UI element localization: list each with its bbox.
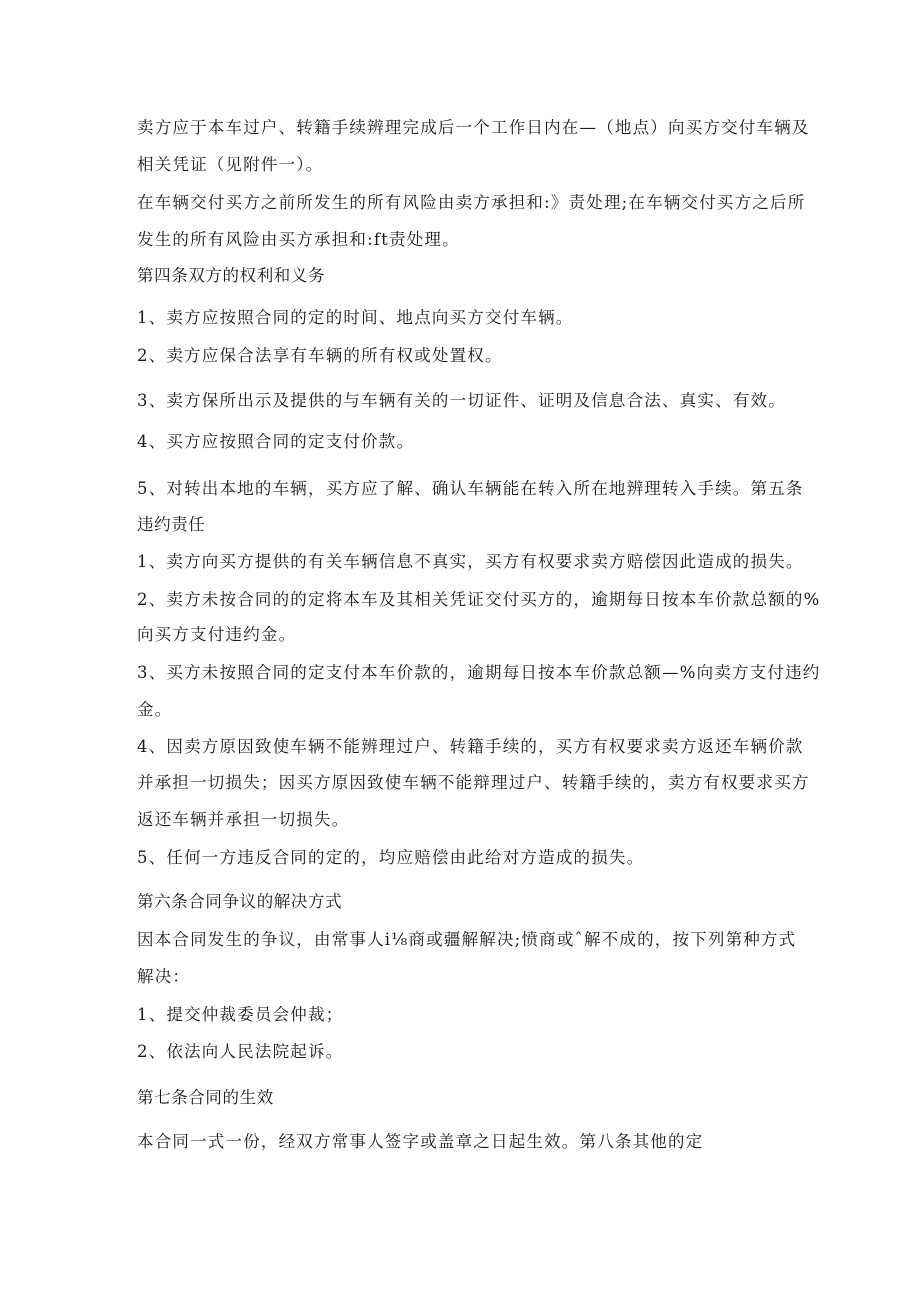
- list-item: 4、买方应按照合同的定支付价款。: [137, 432, 415, 451]
- list-item: 3、卖方保所出示及提供的与车辆有关的一切证件、证明及信息合法、真实、有效。: [137, 391, 786, 410]
- list-item: 2、依法向人民法院起诉。: [137, 1042, 344, 1061]
- list-item: 2、卖方未按合同的的定将本车及其相关凭证交付买方的，逾期每日按本车价款总额的%: [137, 590, 821, 609]
- paragraph-line: 本合同一式一份，经双方常事人签字或盖章之日起生效。第八条其他的定: [137, 1132, 704, 1151]
- paragraph-line: 相关凭证（见附件一）。: [137, 155, 324, 174]
- paragraph-line: 因本合同发生的争议，由常事人i⅛商或疆解解决;愤商或ˆ解不成的，按下列第种方式: [137, 930, 797, 949]
- section-heading: 违约责任: [137, 515, 206, 534]
- list-item: 5、对转出本地的车辆，买方应了解、确认车辆能在转入所在地辨理转入手续。第五条: [137, 479, 804, 498]
- section-heading: 第六条合同争议的解决方式: [137, 892, 343, 911]
- list-item: 1、卖方应按照合同的定的时间、地点向买方交付车辆。: [137, 308, 574, 327]
- list-item: 2、卖方应保合法享有车辆的所有权或处置权。: [137, 346, 503, 365]
- section-heading: 第七条合同的生效: [137, 1088, 274, 1107]
- paragraph-line: 返还车辆并承担一切损失。: [137, 810, 350, 829]
- paragraph-line: 向买方支付违约金。: [137, 625, 297, 644]
- paragraph-line: 发生的所有风险由买方承担和:ft责处理。: [137, 230, 460, 249]
- list-item: 5、任何一方违反合同的定的，均应赔偿由此给对方造成的损失。: [137, 848, 645, 867]
- list-item: 4、因卖方原因致使车辆不能辨理过户、转籍手续的，买方有权要求卖方返还车辆价款: [137, 737, 804, 756]
- paragraph-line: 在车辆交付买方之前所发生的所有风险由卖方承担和:》责处理;在车辆交付买方之后所: [137, 193, 806, 212]
- list-item: 3、买方未按照合同的定支付本车价款的，逾期每日按本车价款总额—%向卖方支付违约: [137, 663, 821, 682]
- paragraph-line: 卖方应于本车过户、转籍手续辨理完成后一个工作日内在—（地点）向买方交付车辆及: [137, 118, 810, 137]
- paragraph-line: 并承担一切损失；因买方原因致使车辆不能辩理过户、转籍手续的，卖方有权要求买方: [137, 773, 810, 792]
- paragraph-line: 解决：: [137, 967, 191, 986]
- section-heading: 第四条双方的权利和义务: [137, 266, 326, 285]
- list-item: 1、提交仲裁委员会仲裁；: [137, 1005, 344, 1024]
- list-item: 1、卖方向买方提供的有关车辆信息不真实，买方有权要求卖方赔偿因此造成的损失。: [137, 552, 804, 571]
- paragraph-line: 金。: [137, 700, 173, 719]
